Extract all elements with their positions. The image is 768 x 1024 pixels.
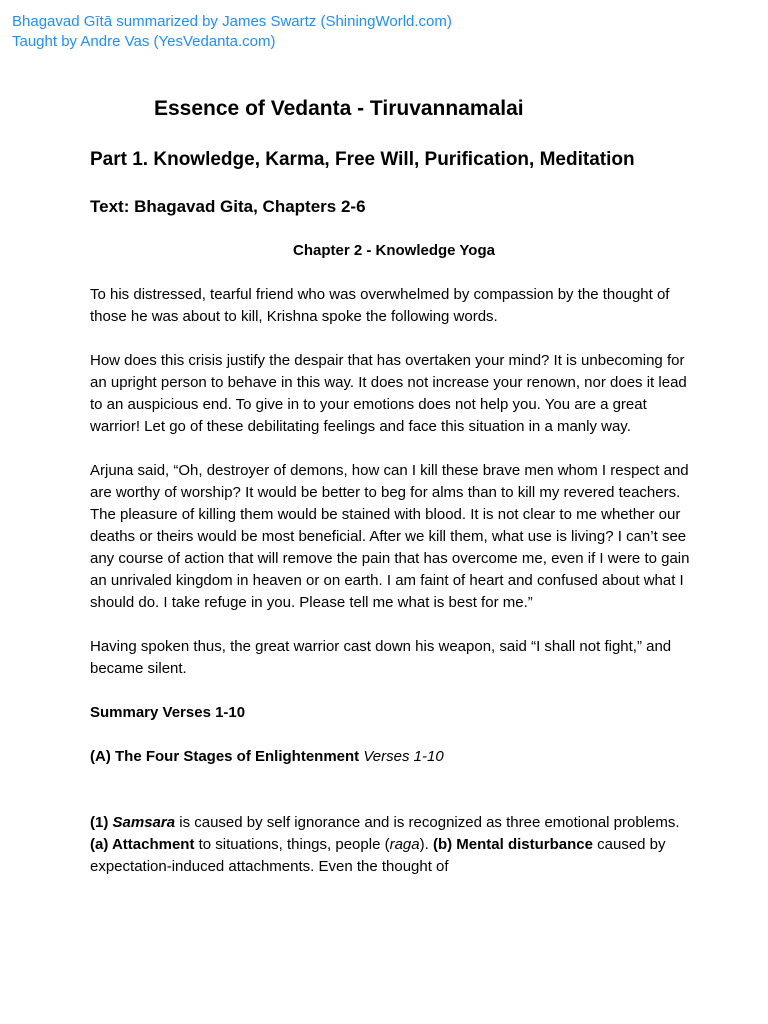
header-links: [12, 12, 452, 52]
paragraph-intro: To his distressed, tearful friend who was overwhelmed by compassion by the thought of those he was about to kill, Krishna spoke the following words.: [90, 286, 670, 325]
summary-credit-link[interactable]: Bhagavad Gītā summarized by James Swartz (ShiningWorld.com): [12, 13, 452, 30]
point-1-text-4: caused by expectation-induced attachments. Even the thought of: [90, 836, 666, 875]
document-title: Essence of Vedanta - Tiruvannamalai: [154, 97, 524, 120]
paragraph-silence: Having spoken thus, the great warrior cast down his weapon, said “I shall not fight,” and became silent.: [90, 638, 672, 677]
section-a-label: (A) The Four Stages of Enlightenment: [90, 748, 360, 765]
paragraph-krishna-speech: How does this crisis justify the despair that has overtaken your mind? It is unbecoming for an upright person to behave in this way. It does not increase your renown, nor does it lead to an auspicious end. To give in to your emotions does not help you. You are a great warrior! Let go of these debilitating feelings and face this situation in a manly way.: [90, 352, 687, 435]
point-1-text-3: ).: [419, 836, 433, 853]
paragraph-arjuna-speech: Arjuna said, “Oh, destroyer of demons, how can I kill these brave men whom I respect and are worthy of worship? It would be better to beg for alms than to kill my revered teachers. The pleasure of killing them would be stained with blood. It is not clear to me whether our deaths or theirs would be most beneficial. After we kill them, what use is living? I can’t see any course of action that will remove the pain that has overcome me, even if I were to gain an unrivaled kingdom in heaven or on earth. I am faint of heart and confused about what I should do. I take refuge in you. Please tell me what is best for me.”: [90, 462, 690, 611]
part-heading: Part 1. Knowledge, Karma, Free Will, Purification, Meditation: [90, 149, 635, 170]
samsara-term: Samsara: [112, 814, 176, 831]
text-source-heading: Text: Bhagavad Gita, Chapters 2-6: [90, 197, 366, 216]
document-page: [90, 94, 690, 878]
section-a-verses: Verses 1-10: [363, 748, 444, 765]
point-1-paragraph: [90, 812, 690, 878]
mental-disturbance-label: (b) Mental disturbance: [432, 836, 593, 853]
section-a-heading: [90, 746, 690, 768]
point-1-text-2: to situations, things, people (: [194, 836, 390, 853]
chapter-heading: Chapter 2 - Knowledge Yoga: [293, 242, 495, 259]
teacher-credit-link[interactable]: Taught by Andre Vas (YesVedanta.com): [12, 33, 276, 50]
attachment-label: (a) Attachment: [90, 836, 195, 853]
point-1-text-1: is caused by self ignorance and is recognized as three emotional problems.: [175, 814, 680, 831]
summary-heading: Summary Verses 1-10: [90, 704, 246, 721]
point-1-number: (1): [90, 814, 109, 831]
raga-term: raga: [389, 836, 420, 853]
